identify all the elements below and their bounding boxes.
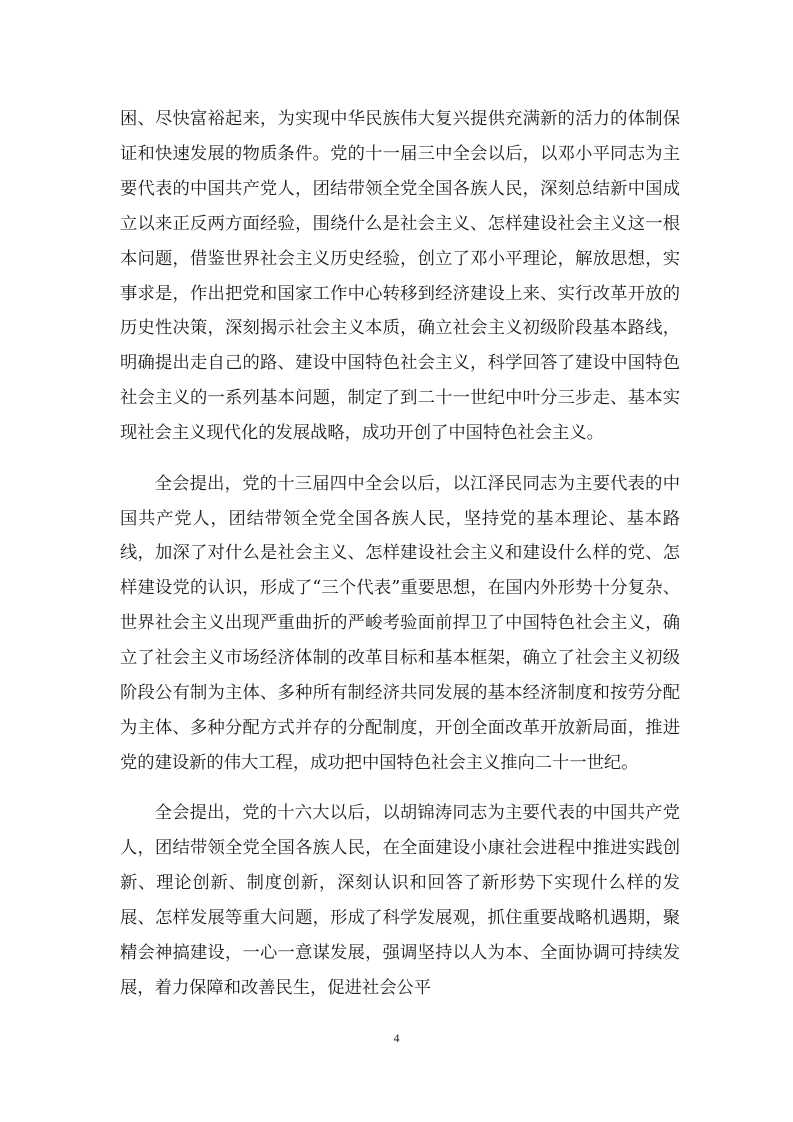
page-number: 4 xyxy=(393,1031,400,1045)
document-body xyxy=(120,102,680,1021)
paragraph-2: 全会提出，党的十三届四中全会以后，以江泽民同志为主要代表的中国共产党人，团结带领全党全国各族人民，坚持党的基本理论、基本路线，加深了对什么是社会主义、怎样建设社会主义和建设什么样的党、怎样建设党的认识，形成了“三个代表”重要思想，在国内外形势十分复杂、世界社会主义出现严重曲折的严峻考验面前捍卫了中国特色社会主义，确立了社会主义市场经济体制的改革目标和基本框架，确立了社会主义初级阶段公有制为主体、多种所有制经济共同发展的基本经济制度和按劳分配为主体、多种分配方式并存的分配制度，开创全面改革开放新局面，推进党的建设新的伟大工程，成功把中国特色社会主义推向二十一世纪。 xyxy=(120,473,680,773)
paragraph-1: 困、尽快富裕起来，为实现中华民族伟大复兴提供充满新的活力的体制保证和快速发展的物质条件。党的十一届三中全会以后，以邓小平同志为主要代表的中国共产党人，团结带领全党全国各族人民，深刻总结新中国成立以来正反两方面经验，围绕什么是社会主义、怎样建设社会主义这一根本问题，借鉴世界社会主义历史经验，创立了邓小平理论，解放思想，实事求是，作出把党和国家工作中心转移到经济建设上来、实行改革开放的历史性决策，深刻揭示社会主义本质，确立社会主义初级阶段基本路线，明确提出走自己的路、建设中国特色社会主义，科学回答了建设中国特色社会主义的一系列基本问题，制定了到二十一世纪中叶分三步走、基本实现社会主义现代化的发展战略，成功开创了中国特色社会主义。 xyxy=(120,109,680,444)
paragraph-3: 全会提出，党的十六大以后，以胡锦涛同志为主要代表的中国共产党人，团结带领全党全国各族人民，在全面建设小康社会进程中推进实践创新、理论创新、制度创新，深刻认识和回答了新形势下实现什么样的发展、怎样发展等重大问题，形成了科学发展观，抓住重要战略机遇期，聚精会神搞建设，一心一意谋发展，强调坚持以人为本、全面协调可持续发展，着力保障和改善民生，促进社会公平 xyxy=(120,803,680,998)
